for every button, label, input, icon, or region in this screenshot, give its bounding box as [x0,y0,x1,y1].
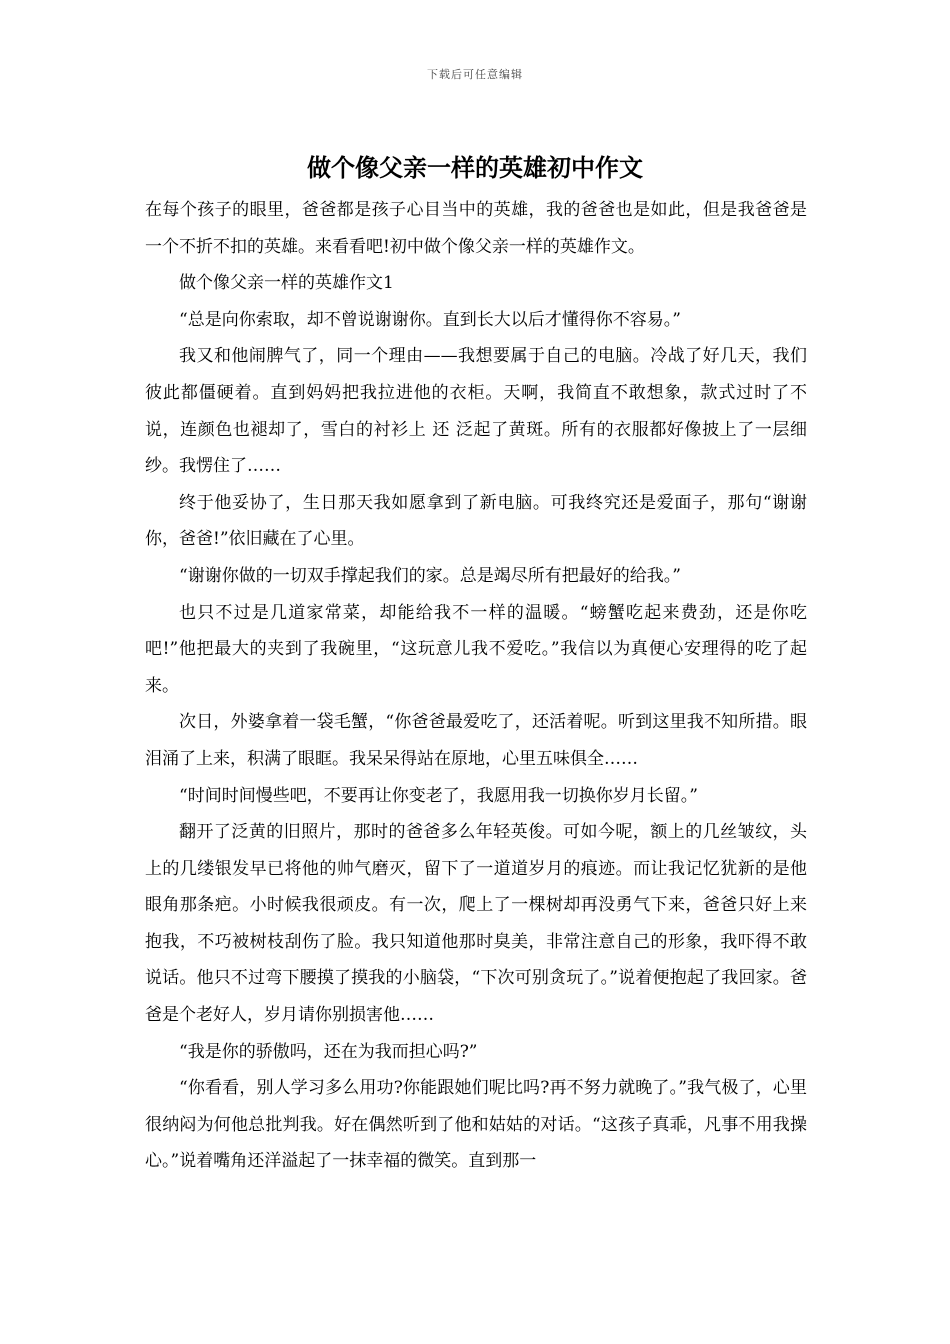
paragraph: 翻开了泛黄的旧照片，那时的爸爸多么年轻英俊。可如今呢，额上的几丝皱纹，头上的几缕银发早已将他的帅气磨灭，留下了一道道岁月的痕迹。而让我记忆犹新的是他眼角那条疤。小时候我很顽皮。有一次，爬上了一棵树却再没勇气下来，爸爸只好上来抱我，不巧被树枝刮伤了脸。我只知道他那时臭美，非常注意自己的形象，我吓得不敢说话。他只不过弯下腰摸了摸我的小脑袋，“下次可别贪玩了。”说着便抱起了我回家。爸爸是个老好人，岁月请你别损害他…… [145,822,807,1026]
header-note: 下载后可任意编辑 [427,68,523,81]
paragraph: “谢谢你做的一切双手撑起我们的家。总是竭尽所有把最好的给我。” [179,565,681,586]
paragraph-subtitle: 做个像父亲一样的英雄作文1 [179,273,394,294]
paragraph: 也只不过是几道家常菜，却能给我不一样的温暖。“螃蟹吃起来费劲，还是你吃吧!”他把最大的夹到了我碗里，“这玩意儿我不爱吃。”我信以为真便心安理得的吃了起来。 [145,602,807,696]
paragraph: “时间时间慢些吧，不要再让你变老了，我愿用我一切换你岁月长留。” [179,785,698,806]
paragraph: “总是向你索取，却不曾说谢谢你。直到长大以后才懂得你不容易。” [179,309,681,330]
paragraph: 次日，外婆拿着一袋毛蟹，“你爸爸最爱吃了，还活着呢。听到这里我不知所措。眼泪涌了上来，积满了眼眶。我呆呆得站在原地，心里五味俱全…… [145,712,807,769]
paragraph: 我又和他闹脾气了，同一个理由——我想要属于自己的电脑。冷战了好几天，我们彼此都僵硬着。直到妈妈把我拉进他的衣柜。天啊，我简直不敢想象，款式过时了不说，连颜色也褪却了，雪白的衬衫上 还 泛起了黄斑。所有的衣服都好像披上了一层细纱。我愣住了…… [145,346,807,477]
paragraph: “你看看，别人学习多么用功?你能跟她们呢比吗?再不努力就晚了。”我气极了，心里很纳闷为何他总批判我。好在偶然听到了他和姑姑的对话。“这孩子真乖，凡事不用我操心。”说着嘴角还洋溢起了一抹幸福的微笑。直到那一 [145,1078,807,1172]
paragraph: “我是你的骄傲吗，还在为我而担心吗?” [179,1041,478,1062]
document-body [145,192,807,1180]
paragraph: 终于他妥协了，生日那天我如愿拿到了新电脑。可我终究还是爱面子，那句“谢谢你，爸爸!”依旧藏在了心里。 [145,492,807,550]
paragraph-intro: 在每个孩子的眼里，爸爸都是孩子心目当中的英雄，我的爸爸也是如此，但是我爸爸是一个不折不扣的英雄。来看看吧!初中做个像父亲一样的英雄作文。 [145,200,807,257]
document-title: 做个像父亲一样的英雄初中作文 [307,153,643,182]
